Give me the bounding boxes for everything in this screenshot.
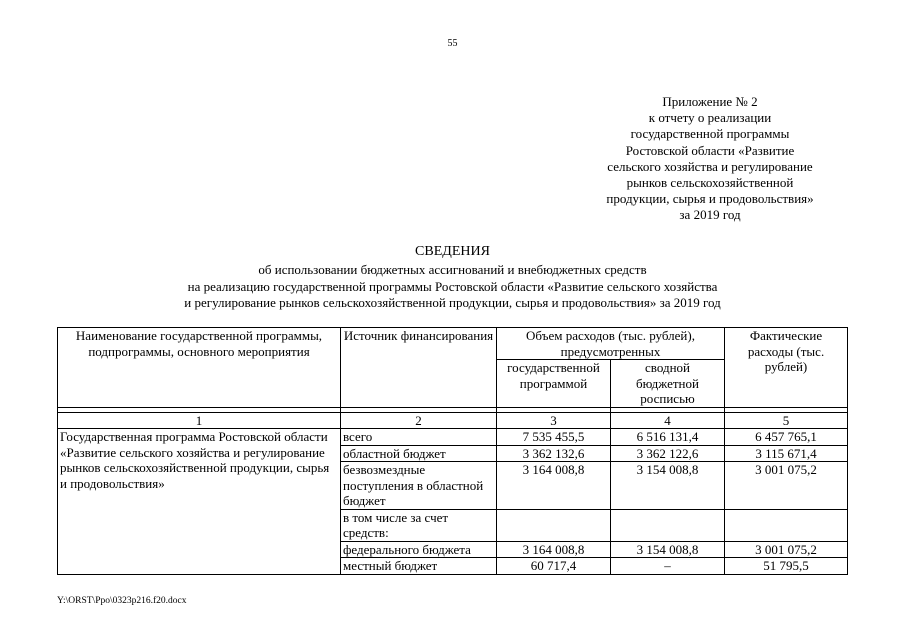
state-program-value: 3 362 132,6 bbox=[497, 445, 611, 462]
appendix-line: Приложение № 2 bbox=[662, 94, 758, 109]
actual-value bbox=[725, 509, 848, 541]
column-number: 1 bbox=[58, 412, 341, 429]
appendix-line: продукции, сырья и продовольствия» bbox=[606, 191, 814, 207]
document-title: СВЕДЕНИЯ bbox=[415, 244, 490, 259]
actual-value: 51 795,5 bbox=[725, 558, 848, 575]
state-program-value bbox=[497, 509, 611, 541]
header-state-program: государственной программой bbox=[497, 360, 611, 408]
column-number-row bbox=[58, 412, 848, 429]
actual-value: 6 457 765,1 bbox=[725, 429, 848, 446]
subtitle-line: и регулирование рынков сельскохозяйственной продукции, сырья и продовольствия» за 2019 год bbox=[184, 295, 721, 310]
header-name: Наименование государственной программы, подпрограммы, основного мероприятия bbox=[58, 328, 341, 408]
source-cell: федерального бюджета bbox=[341, 541, 497, 558]
source-cell: местный бюджет bbox=[341, 558, 497, 575]
expenditure-table bbox=[57, 327, 848, 575]
budget-list-value: – bbox=[611, 558, 725, 575]
document-subtitle bbox=[0, 262, 905, 312]
actual-value: 3 115 671,4 bbox=[725, 445, 848, 462]
actual-value: 3 001 075,2 bbox=[725, 462, 848, 510]
header-planned: Объем расходов (тыс. рублей), предусмотренных bbox=[497, 328, 725, 360]
budget-list-value: 6 516 131,4 bbox=[611, 429, 725, 446]
column-number: 2 bbox=[341, 412, 497, 429]
column-number: 4 bbox=[611, 412, 725, 429]
appendix-line: к отчету о реализации bbox=[648, 110, 772, 126]
subtitle-line: на реализацию государственной программы Ростовской области «Развитие сельского хозяйства bbox=[187, 278, 718, 294]
state-program-value: 3 164 008,8 bbox=[497, 541, 611, 558]
appendix-caption bbox=[560, 94, 860, 224]
source-cell: безвозмездные поступления в областной бюджет bbox=[341, 462, 497, 510]
table-row bbox=[58, 429, 848, 446]
appendix-line: Ростовской области «Развитие bbox=[625, 142, 795, 158]
budget-list-value bbox=[611, 509, 725, 541]
header-budget-list: сводной бюджетной росписью bbox=[611, 360, 725, 408]
source-cell: всего bbox=[341, 429, 497, 446]
budget-list-value: 3 154 008,8 bbox=[611, 462, 725, 510]
state-program-value: 3 164 008,8 bbox=[497, 462, 611, 510]
source-cell: в том числе за счет средств: bbox=[341, 509, 497, 541]
column-number: 5 bbox=[725, 412, 848, 429]
appendix-line: рынков сельскохозяйственной bbox=[626, 175, 794, 191]
page-number: 55 bbox=[447, 38, 458, 49]
appendix-line: сельского хозяйства и регулирование bbox=[607, 158, 813, 174]
appendix-line: государственной программы bbox=[630, 126, 790, 142]
file-path-footer: Y:\ORST\Ppo\0323p216.f20.docx bbox=[57, 596, 187, 606]
state-program-value: 7 535 455,5 bbox=[497, 429, 611, 446]
subtitle-line: об использовании бюджетных ассигнований и внебюджетных средств bbox=[258, 262, 647, 277]
state-program-value: 60 717,4 bbox=[497, 558, 611, 575]
appendix-line: за 2019 год bbox=[679, 207, 741, 223]
budget-list-value: 3 154 008,8 bbox=[611, 541, 725, 558]
header-source: Источник финансирования bbox=[341, 328, 497, 408]
table-header-row bbox=[58, 328, 848, 360]
program-name-cell: Государственная программа Ростовской области «Развитие сельского хозяйства и регулирование рынков сельскохозяйственной продукции, сырья и продовольствия» bbox=[58, 429, 341, 575]
header-actual: Фактические расходы (тыс. рублей) bbox=[725, 328, 848, 408]
actual-value: 3 001 075,2 bbox=[725, 541, 848, 558]
budget-list-value: 3 362 122,6 bbox=[611, 445, 725, 462]
column-number: 3 bbox=[497, 412, 611, 429]
source-cell: областной бюджет bbox=[341, 445, 497, 462]
